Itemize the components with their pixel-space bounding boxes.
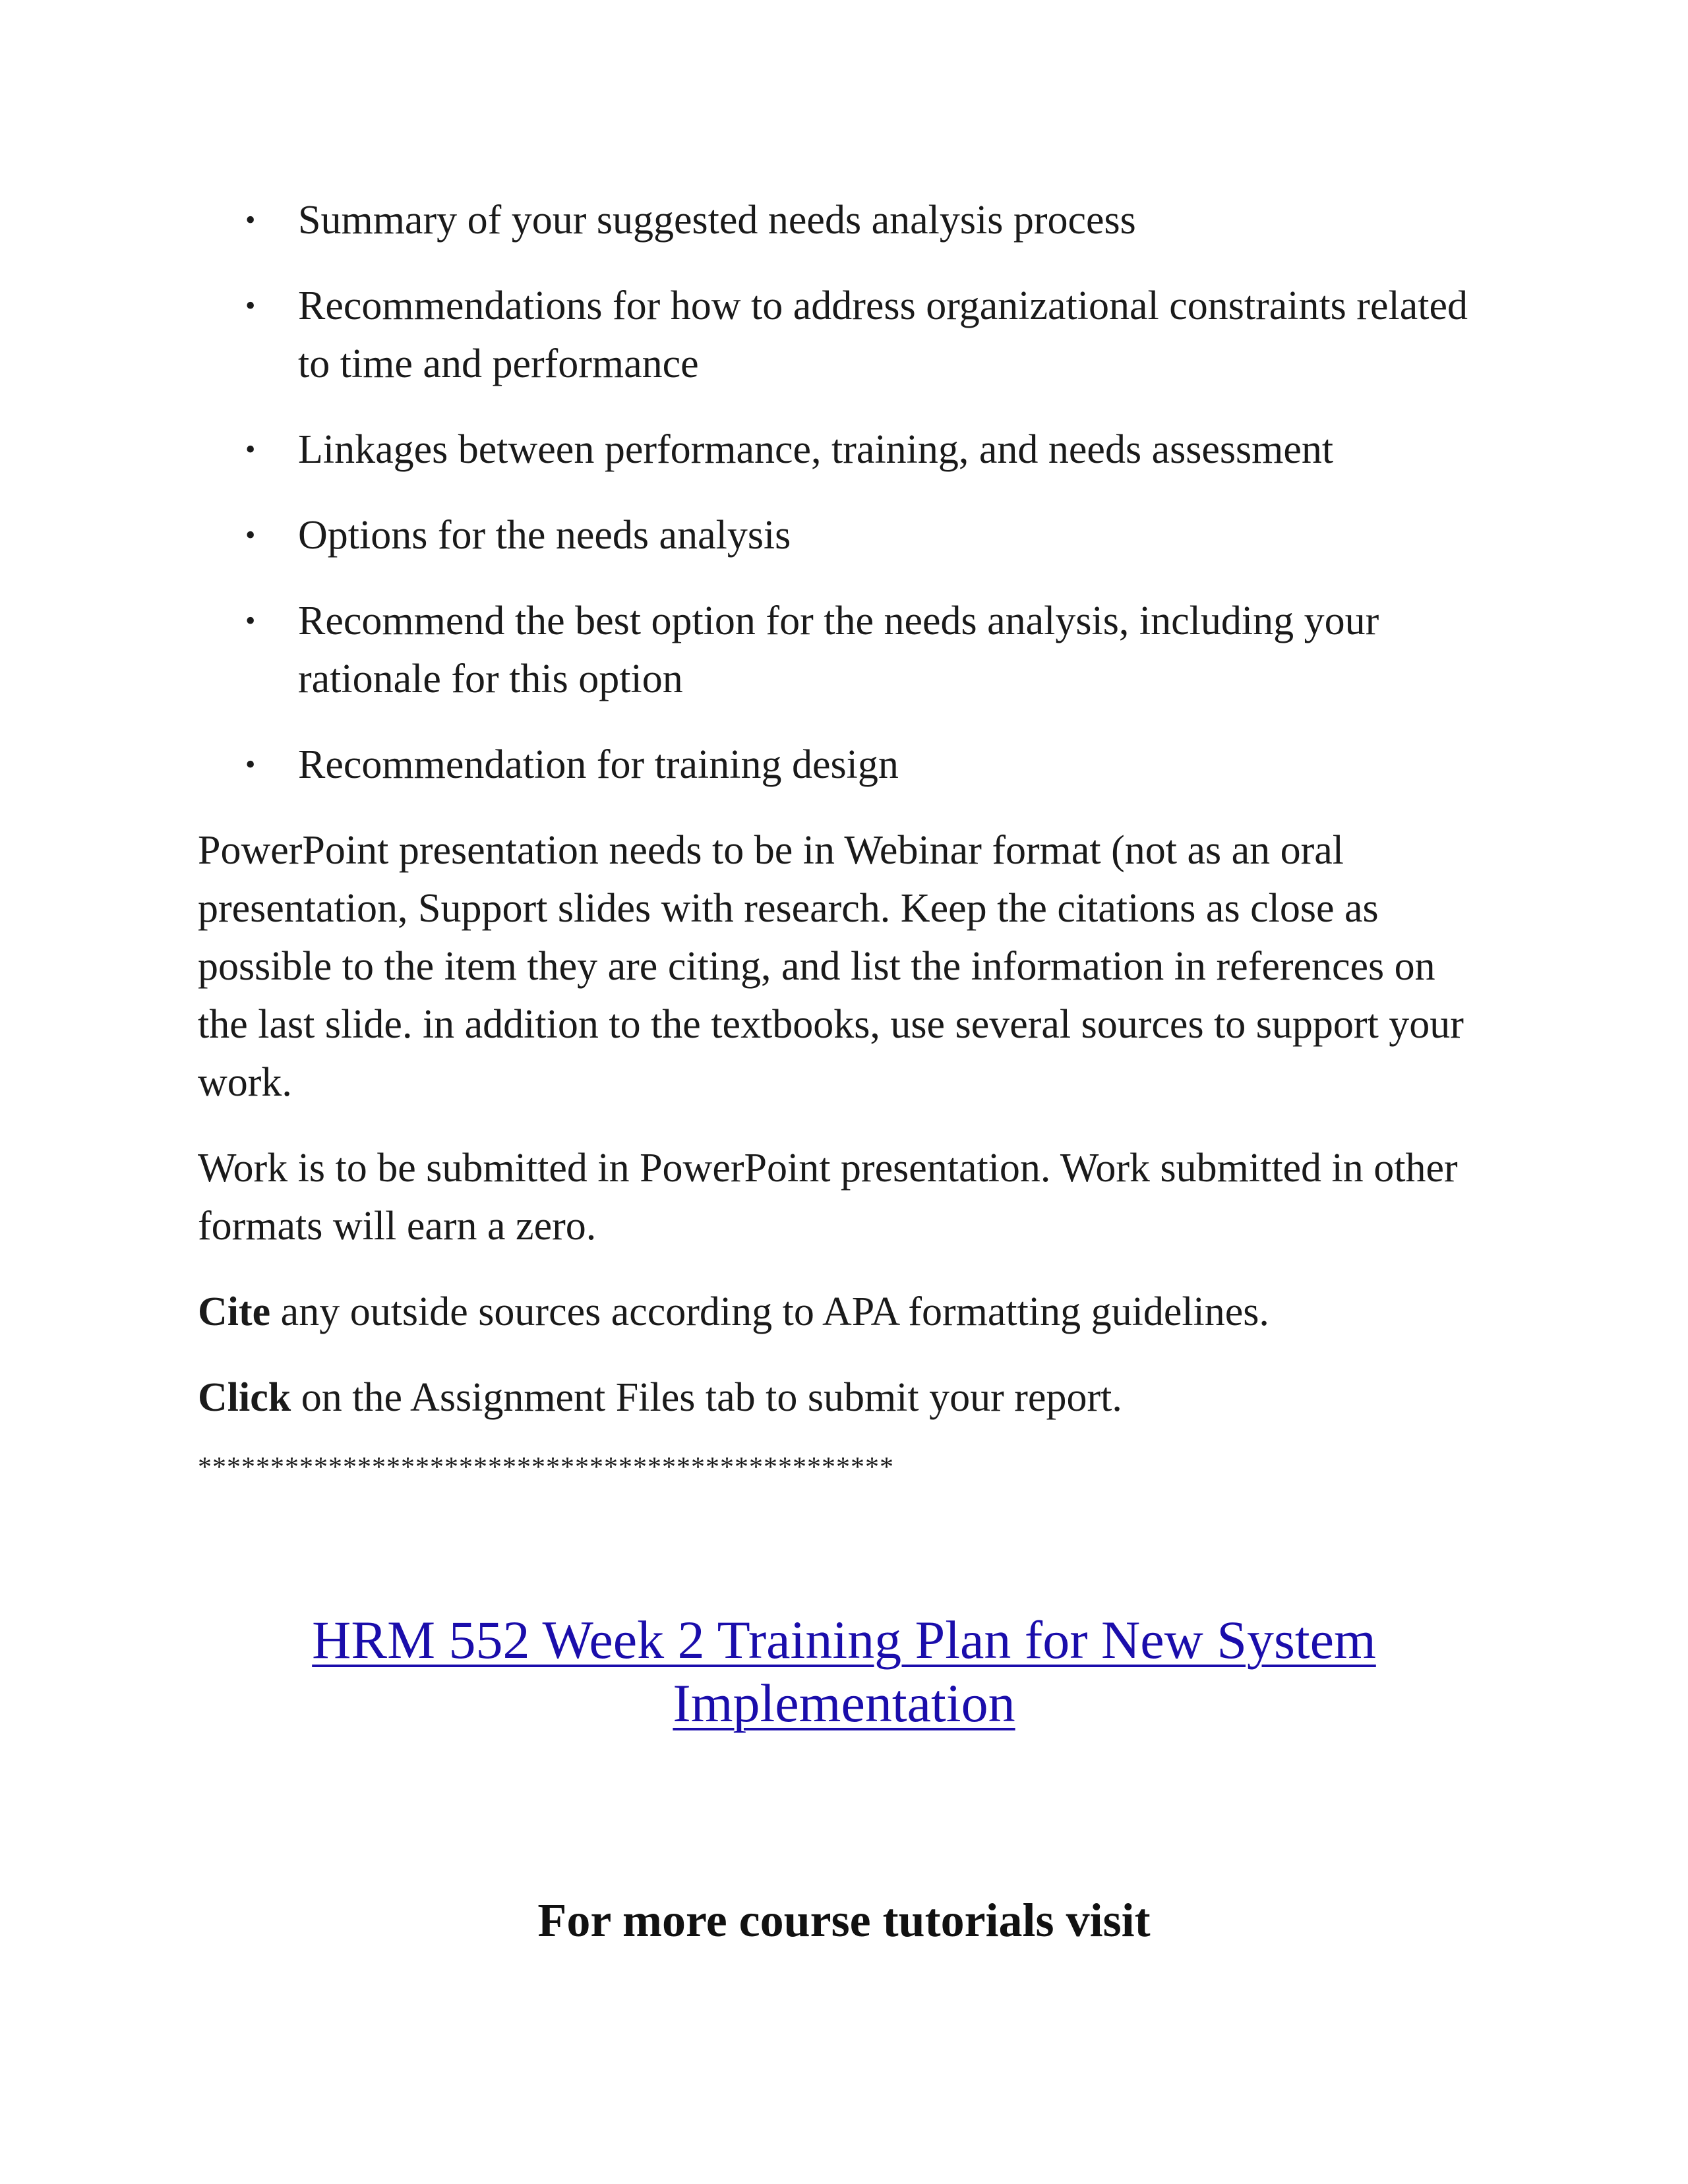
submission-paragraph: Work is to be submitted in PowerPoint presentation. Work submitted in other formats will earn a zero.	[198, 1146, 1458, 1249]
course-link[interactable]: HRM 552 Week 2 Training Plan for New System Implementation	[312, 1610, 1376, 1733]
click-bold-label: Click	[198, 1375, 291, 1420]
list-item	[198, 421, 1490, 479]
list-item	[198, 506, 1490, 564]
list-item	[198, 191, 1490, 249]
document-body	[198, 191, 1490, 1487]
bullet-icon: •	[245, 433, 256, 465]
click-paragraph	[198, 1369, 1490, 1427]
bullet-icon: •	[245, 748, 256, 781]
list-item-text: Recommend the best option for the needs analysis, including your rationale for this option	[298, 599, 1379, 701]
requirements-list	[198, 191, 1490, 794]
list-item-text: Linkages between performance, training, and needs assessment	[298, 427, 1334, 472]
bullet-icon: •	[245, 605, 256, 637]
list-item-text: Recommendations for how to address organizational constraints related to time and performance	[298, 283, 1468, 386]
cite-text: any outside sources according to APA formatting guidelines.	[270, 1289, 1269, 1334]
list-item	[198, 277, 1490, 393]
cite-paragraph	[198, 1283, 1490, 1341]
list-item-text: Options for the needs analysis	[298, 513, 791, 558]
list-item-text: Summary of your suggested needs analysis process	[298, 198, 1136, 243]
list-item	[198, 736, 1490, 794]
powerpoint-paragraph: PowerPoint presentation needs to be in Webinar format (not as an oral presentation, Support slides with research. Keep the citations as close as possible to the item they are citing, and list the information in references on the last slide. in addition to the textbooks, use several sources to support your work.	[198, 828, 1464, 1105]
click-text: on the Assignment Files tab to submit your report.	[291, 1375, 1122, 1420]
separator-line: ************************************************	[198, 1452, 894, 1483]
list-item-text: Recommendation for training design	[298, 742, 899, 787]
list-item	[198, 592, 1490, 708]
bullet-icon: •	[245, 289, 256, 322]
footer-heading: For more course tutorials visit	[537, 1894, 1151, 1947]
bullet-icon: •	[245, 519, 256, 551]
bullet-icon: •	[245, 204, 256, 236]
cite-bold-label: Cite	[198, 1289, 271, 1334]
